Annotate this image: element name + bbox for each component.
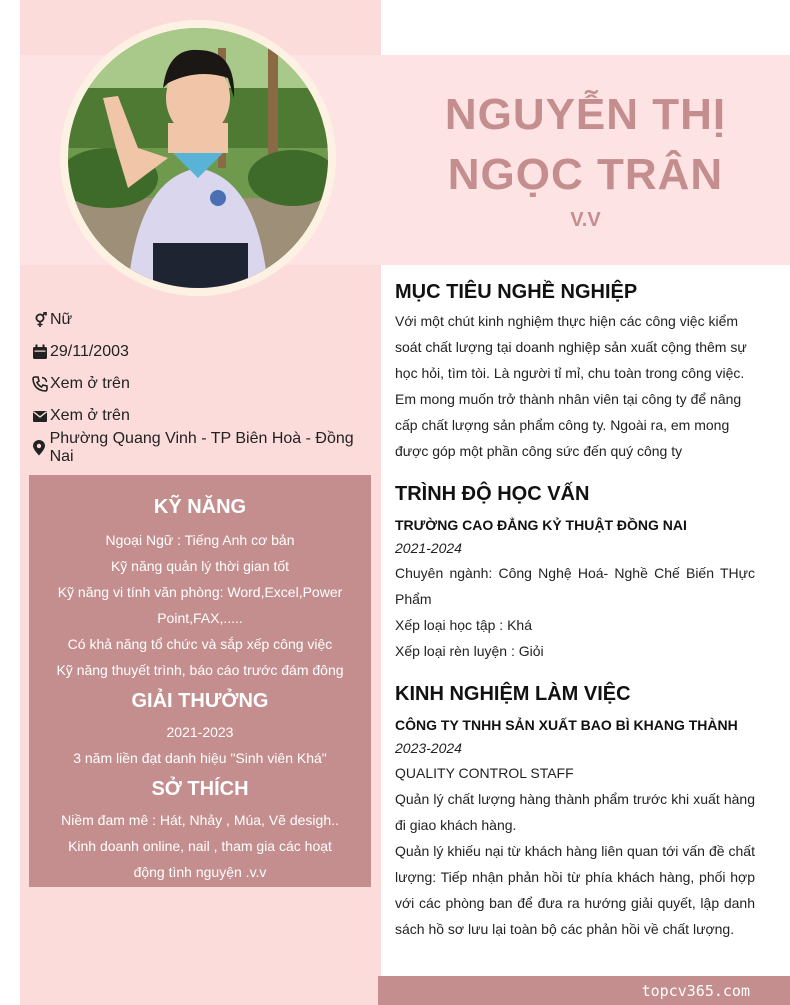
avatar-frame bbox=[60, 20, 336, 296]
job-duty: Quản lý chất lượng hàng thành phẩm trước khi xuất hàng đi giao khách hàng. bbox=[395, 791, 755, 833]
phone-icon bbox=[30, 375, 49, 393]
birthday-row bbox=[30, 336, 375, 368]
experience-title: KINH NGHIỆM LÀM VIỆC bbox=[395, 683, 631, 705]
award-year: 2021-2023 bbox=[166, 724, 234, 740]
hobby-item: Kinh doanh online, nail , tham gia các hoạt động tình nguyện .v.v bbox=[68, 838, 332, 880]
address-text: Phường Quang Vinh - TP Biên Hoà - Đồng Nai bbox=[49, 430, 354, 465]
education-period: 2021-2024 bbox=[395, 540, 462, 556]
name-block bbox=[381, 85, 790, 232]
full-name-line2: NGỌC TRÂN bbox=[447, 150, 724, 199]
skill-item: Kỹ năng vi tính văn phòng: Word,Excel,Power Point,FAX,..... bbox=[57, 584, 343, 626]
objective-text: Với một chút kinh nghiệm thực hiện các công việc kiểm soát chất lượng tại doanh nghiệp sản xuất cộng thêm sự học hỏi, tìm tòi. Là người tỉ mỉ, chu toàn trong công việc. Em mong muốn trở thành nhân viên tại công ty để nâng cấp chất lượng sản phẩm công ty. Ngoài ra, em mong được góp một phần công sức đến quý công ty bbox=[395, 313, 747, 459]
avatar bbox=[68, 28, 328, 288]
gender-icon bbox=[30, 311, 49, 329]
full-name-line1: NGUYỄN THỊ bbox=[444, 90, 727, 139]
location-pin-icon bbox=[30, 439, 49, 457]
gender-row bbox=[30, 304, 375, 336]
watermark-text: topcv365.com bbox=[641, 982, 750, 1000]
skill-item: Kỹ năng thuyết trình, báo cáo trước đám đông bbox=[56, 662, 344, 678]
phone-text: Xem ở trên bbox=[50, 375, 130, 392]
footer-bar bbox=[378, 976, 790, 1005]
study-grade: Xếp loại học tập : Khá bbox=[395, 617, 532, 633]
school-name: TRƯỜNG CAO ĐẲNG KỶ THUẬT ĐỒNG NAI bbox=[395, 517, 687, 533]
education-title: TRÌNH ĐỘ HỌC VẤN bbox=[395, 483, 590, 505]
subtitle: V.V bbox=[570, 209, 601, 231]
skill-item: Ngoại Ngữ : Tiếng Anh cơ bản bbox=[105, 532, 295, 548]
calendar-icon bbox=[30, 343, 49, 361]
birthday-text: 29/11/2003 bbox=[50, 343, 129, 360]
objective-title: MỤC TIÊU NGHỀ NGHIỆP bbox=[395, 281, 638, 303]
job-duty: Quản lý khiếu nại từ khách hàng liên quan tới vấn đề chất lượng: Tiếp nhận phản hồi từ phía khách hàng, phối hợp với các phòng ban để đưa ra hướng giải quyết, lập danh sách hồ sơ lưu lại toàn bộ các phản hồi về chất lượng. bbox=[395, 843, 755, 937]
email-row bbox=[30, 400, 375, 432]
company-name: CÔNG TY TNHH SẢN XUẤT BAO BÌ KHANG THÀNH bbox=[395, 717, 738, 733]
experience-period: 2023-2024 bbox=[395, 740, 462, 756]
awards-title: GIẢI THƯỞNG bbox=[131, 690, 269, 712]
phone-row bbox=[30, 368, 375, 400]
contact-info bbox=[30, 304, 375, 464]
main-content bbox=[395, 278, 755, 942]
hobby-item: Niềm đam mê : Hát, Nhảy , Múa, Vẽ desigh.. bbox=[61, 812, 339, 828]
conduct-grade: Xếp loại rèn luyện : Giỏi bbox=[395, 643, 544, 659]
award-item: 3 năm liền đạt danh hiệu "Sinh viên Khá" bbox=[73, 750, 327, 766]
email-text: Xem ở trên bbox=[50, 407, 130, 424]
education-major: Chuyên ngành: Công Nghệ Hoá- Nghề Chế Biến THực Phẩm bbox=[395, 565, 755, 607]
skills-title: KỸ NĂNG bbox=[153, 496, 247, 518]
skills-panel bbox=[29, 475, 371, 887]
skill-item: Có khả năng tổ chức và sắp xếp công việc bbox=[67, 636, 333, 652]
address-row bbox=[30, 432, 375, 464]
top-right-blank bbox=[381, 0, 790, 55]
envelope-icon bbox=[30, 407, 49, 425]
job-position: QUALITY CONTROL STAFF bbox=[395, 765, 574, 781]
skill-item: Kỹ năng quản lý thời gian tốt bbox=[110, 558, 290, 574]
gender-text: Nữ bbox=[50, 311, 73, 328]
hobbies-title: SỞ THÍCH bbox=[151, 778, 249, 800]
